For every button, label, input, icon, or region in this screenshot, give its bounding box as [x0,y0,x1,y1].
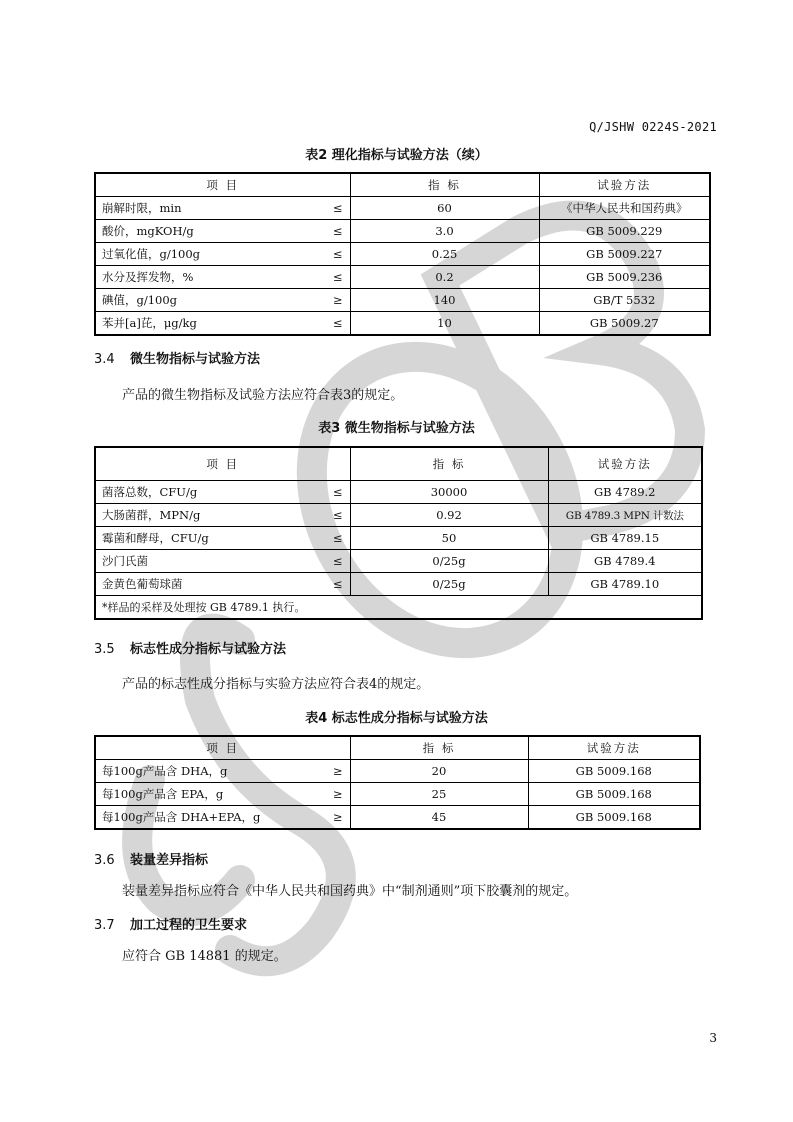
table-row [95,289,710,312]
row-method: GB 4789.15 [548,527,702,550]
row-name: 大肠菌群，MPN/g [95,504,326,527]
table-row [95,573,702,596]
section-3-5-text: 产品的标志性成分指标与实验方法应符合表4的规定。 [122,677,430,692]
row-operator: ≥ [326,806,350,830]
section-number: 3.6 [94,853,115,868]
col-header-item: 项 目 [95,173,350,197]
section-3-4-heading [94,348,260,367]
table-row [95,783,700,806]
row-value: 45 [350,806,528,830]
table-row [95,806,700,830]
row-name: 水分及挥发物，% [95,266,326,289]
col-header-value: 指 标 [350,736,528,760]
row-operator: ≤ [326,220,350,243]
row-operator: ≤ [326,504,350,527]
table-row [95,266,710,289]
section-3-6-heading [94,849,208,868]
row-operator: ≥ [326,783,350,806]
row-name: 每100g产品含 DHA，g [95,760,326,783]
row-value: 10 [350,312,539,336]
row-operator: ≤ [326,573,350,596]
section-title: 标志性成分指标与试验方法 [130,642,287,657]
row-method: GB 5009.229 [539,220,710,243]
row-operator: ≤ [326,312,350,336]
row-method: GB 5009.236 [539,266,710,289]
row-value: 60 [350,197,539,220]
row-name: 霉菌和酵母，CFU/g [95,527,326,550]
table2-caption: 表2 理化指标与试验方法（续） [305,148,488,163]
row-operator: ≥ [326,760,350,783]
row-name: 菌落总数，CFU/g [95,481,326,504]
section-title: 微生物指标与试验方法 [130,352,261,367]
section-number: 3.5 [94,642,115,657]
row-operator: ≤ [326,481,350,504]
row-value: 0.25 [350,243,539,266]
row-method: GB/T 5532 [539,289,710,312]
row-value: 140 [350,289,539,312]
table4-header-row [95,736,700,760]
table3-caption: 表3 微生物指标与试验方法 [318,421,475,436]
table4-caption: 表4 标志性成分指标与试验方法 [305,711,488,726]
row-method: GB 4789.2 [548,481,702,504]
table-row [95,197,710,220]
section-3-4-text: 产品的微生物指标及试验方法应符合表3的规定。 [122,388,404,403]
col-header-method: 试验方法 [548,447,702,481]
row-value: 50 [350,527,548,550]
section-3-7-heading [94,914,247,933]
row-name: 沙门氏菌 [95,550,326,573]
row-method: GB 5009.227 [539,243,710,266]
col-header-value: 指 标 [350,173,539,197]
col-header-value: 指 标 [350,447,548,481]
row-name: 碘值，g/100g [95,289,326,312]
section-3-5-heading [94,638,286,657]
row-method: GB 5009.168 [528,783,700,806]
table-row [95,550,702,573]
table-row [95,504,702,527]
row-method: 《中华人民共和国药典》 [539,197,710,220]
page-number: 3 [709,1031,717,1045]
row-method: GB 5009.27 [539,312,710,336]
row-operator: ≤ [326,527,350,550]
row-name: 酸价，mgKOH/g [95,220,326,243]
row-operator: ≥ [326,289,350,312]
row-value: 30000 [350,481,548,504]
row-operator: ≤ [326,266,350,289]
row-name: 苯并[a]芘，μg/kg [95,312,326,336]
table3 [94,446,703,620]
section-3-7-text: 应符合 GB 14881 的规定。 [122,949,287,964]
table-row [95,312,710,336]
table-row [95,220,710,243]
table-row [95,760,700,783]
row-name: 崩解时限，min [95,197,326,220]
row-value: 0/25g [350,550,548,573]
row-value: 0/25g [350,573,548,596]
row-method: GB 5009.168 [528,806,700,830]
row-name: 金黄色葡萄球菌 [95,573,326,596]
section-3-6-text: 装量差异指标应符合《中华人民共和国药典》中“制剂通则”项下胶囊剂的规定。 [122,884,578,899]
section-title: 加工过程的卫生要求 [130,918,248,933]
document-id: Q/JSHW 0224S-2021 [589,120,717,134]
table-row [95,243,710,266]
section-title: 装量差异指标 [130,853,209,868]
row-operator: ≤ [326,197,350,220]
table-note-row [95,596,702,620]
table4 [94,735,701,830]
table2 [94,172,711,336]
row-method: GB 5009.168 [528,760,700,783]
col-header-item: 项 目 [95,736,350,760]
table-note: *样品的采样及处理按 GB 4789.1 执行。 [95,596,702,620]
col-header-item: 项 目 [95,447,350,481]
row-value: 20 [350,760,528,783]
section-number: 3.4 [94,352,115,367]
row-value: 25 [350,783,528,806]
row-method: GB 4789.4 [548,550,702,573]
row-name: 每100g产品含 EPA，g [95,783,326,806]
col-header-method: 试验方法 [539,173,710,197]
row-operator: ≤ [326,550,350,573]
row-operator: ≤ [326,243,350,266]
row-value: 0.92 [350,504,548,527]
row-method: GB 4789.3 MPN 计数法 [548,504,702,527]
row-value: 3.0 [350,220,539,243]
row-method: GB 4789.10 [548,573,702,596]
row-name: 每100g产品含 DHA+EPA，g [95,806,326,830]
table-row [95,527,702,550]
table-row [95,481,702,504]
col-header-method: 试验方法 [528,736,700,760]
row-name: 过氧化值，g/100g [95,243,326,266]
table2-header-row [95,173,710,197]
table3-header-row [95,447,702,481]
row-value: 0.2 [350,266,539,289]
section-number: 3.7 [94,918,115,933]
